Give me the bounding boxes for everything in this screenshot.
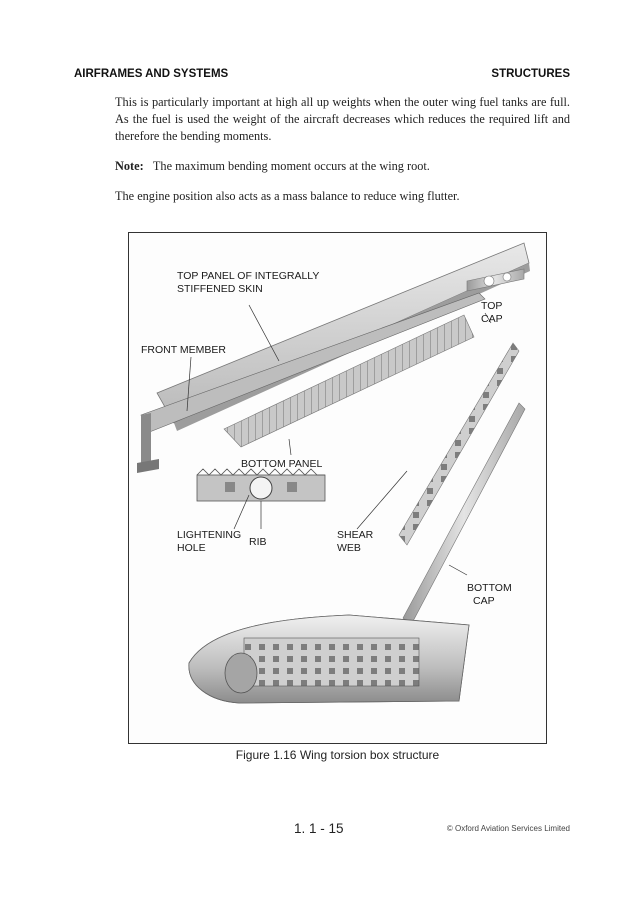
label-bottom-cap-line2: CAP [473, 595, 495, 607]
note-text: The maximum bending moment occurs at the wing root. [152, 159, 430, 173]
label-front-member: FRONT MEMBER [141, 344, 226, 356]
label-shear-web-line2: WEB [337, 542, 361, 554]
label-top-panel-line2: STIFFENED SKIN [177, 283, 263, 295]
label-rib: RIB [249, 536, 267, 548]
note-label: Note: [115, 159, 144, 173]
assembled-wing-section [189, 615, 469, 703]
running-header-right: STRUCTURES [491, 68, 570, 80]
label-bottom-cap-line1: BOTTOM [467, 582, 512, 594]
body-paragraph-engine-position: The engine position also acts as a mass balance to reduce wing flutter. [115, 189, 460, 203]
label-top-cap-line2: CAP [481, 313, 503, 325]
figure-wing-torsion-box [128, 232, 547, 744]
rib [197, 469, 325, 501]
running-header-left: AIRFRAMES AND SYSTEMS [74, 68, 229, 80]
page-number: 1. 1 - 15 [294, 821, 344, 836]
label-top-panel-line1: TOP PANEL OF INTEGRALLY [177, 270, 320, 282]
figure-caption: Figure 1.16 Wing torsion box structure [235, 748, 440, 762]
label-top-cap-line1: TOP [481, 300, 503, 312]
label-lightening-hole-line1: LIGHTENING [177, 529, 242, 541]
label-lightening-hole-line2: HOLE [177, 542, 206, 554]
label-shear-web-line1: SHEAR [337, 529, 374, 541]
label-bottom-panel: BOTTOM PANEL [241, 458, 323, 470]
wing-torsion-box-illustration [129, 233, 546, 743]
copyright-notice: © Oxford Aviation Services Limited [446, 824, 570, 833]
body-paragraph-fuel-weight: This is particularly important at high all up weights when the outer wing fuel tanks are full. As the fuel is used the weight of the aircraft decreases which reduces the required lift and therefore the bending moments. [115, 95, 570, 143]
note-paragraph [115, 158, 570, 175]
